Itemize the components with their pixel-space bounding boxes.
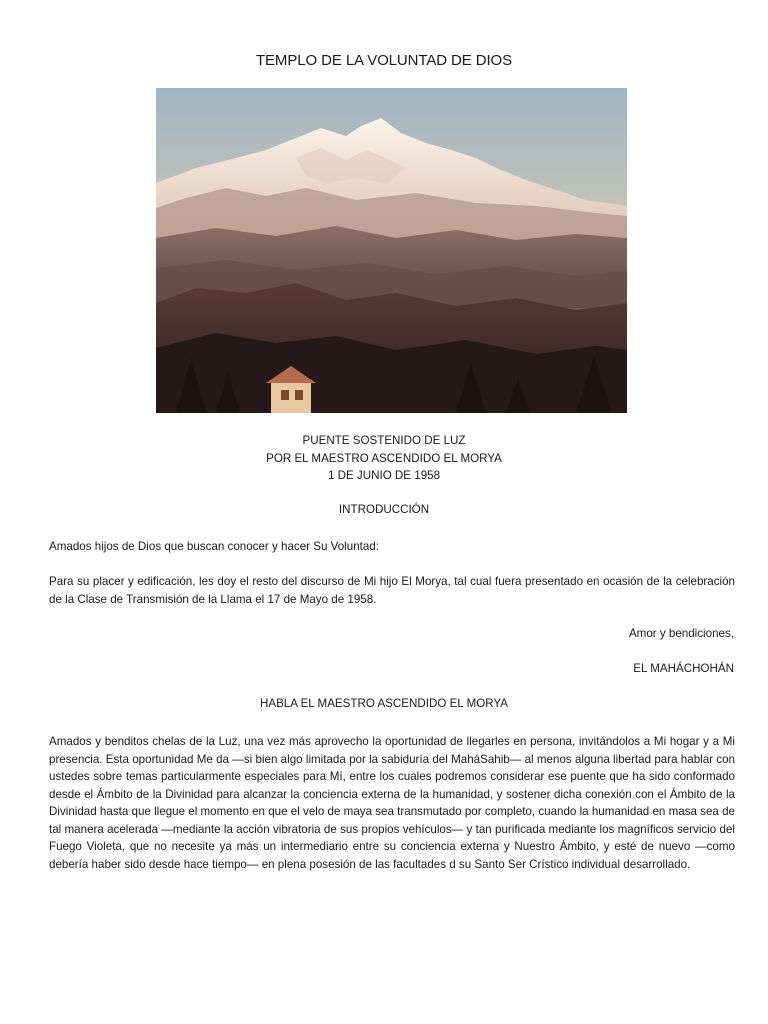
subtitle-block	[0, 432, 768, 485]
subtitle-line: PUENTE SOSTENIDO DE LUZ	[302, 434, 466, 447]
body-paragraph: Amados y benditos chelas de la Luz, una vez más aprovecho la oportunidad de llegarles en persona, invitándolos a Mi hogar y a Mi presencia. Esta oportunidad Me da —si bien algo limitada por la sabiduría del MaháSahib— al menos alguna libertad para hablar con ustedes sobre temas particularmente especiales para Mí, entre los cuales podremos considerar ese puente que ha sido conformado desde el Ámbito de la Divinidad para alcanzar la conciencia externa de la humanidad, y sostener dicha conexión con el Ámbito de la Divinidad hasta que llegue el momento en que el velo de maya sea transmutado por completo, cuando la humanidad en masa sea de tal manera acelerada —mediante la acción vibratoria de sus propios vehículos— y tan purificada mediante los magníficos servicio del Fuego Violeta, que no necesite ya más un intermediario entre su conciencia externa y Nuestro Ámbito, y esté de nuevo —como debería haber sido desde hace tiempo— en plena posesión de las facultades d su Santo Ser Crístico individual desarrollado.	[49, 735, 735, 871]
greeting-paragraph: Amados hijos de Dios que buscan conocer y hacer Su Voluntad:	[49, 540, 379, 553]
closing-line: Amor y bendiciones,	[628, 627, 734, 640]
signature: EL MAHÁCHOHÁN	[633, 662, 734, 675]
intro-paragraph: Para su placer y edificación, les doy el resto del discurso de Mi hijo El Morya, tal cual fuera presentado en ocasión de la celebración de la Clase de Transmisión de la Llama el 17 de Mayo de 1958.	[49, 575, 735, 606]
section-heading: HABLA EL MAESTRO ASCENDIDO EL MORYA	[259, 697, 509, 710]
page-title: TEMPLO DE LA VOLUNTAD DE DIOS	[255, 52, 513, 69]
intro-heading: INTRODUCCIÓN	[338, 503, 430, 516]
subtitle-line: POR EL MAESTRO ASCENDIDO EL MORYA	[266, 451, 502, 465]
mountain-photo	[156, 88, 627, 413]
subtitle-line: 1 DE JUNIO DE 1958	[327, 469, 441, 482]
